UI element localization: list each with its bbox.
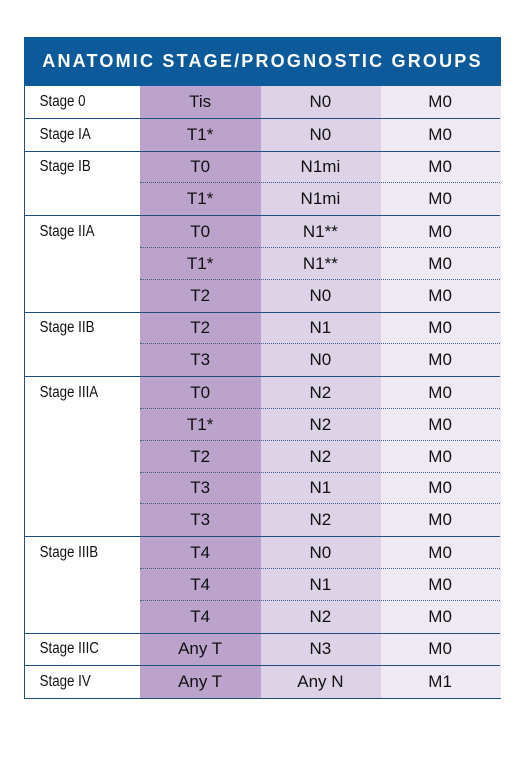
- n-value: N1**: [302, 222, 338, 242]
- n-value: Any N: [297, 672, 344, 692]
- table-row: [25, 280, 500, 312]
- m-value: M0: [428, 414, 452, 434]
- table-row: [25, 151, 500, 184]
- n-value: N1: [309, 478, 332, 498]
- m-value: M0: [428, 253, 452, 273]
- m-value: M0: [428, 383, 452, 403]
- m-value: M0: [428, 510, 452, 530]
- m-value: M0: [428, 318, 452, 338]
- table-row: [25, 215, 500, 248]
- t-value: T4: [190, 606, 211, 626]
- n-value: N2: [309, 383, 332, 403]
- stage-label: [25, 344, 124, 376]
- n-value: N1: [309, 318, 332, 338]
- table-row: [25, 601, 500, 633]
- t-value: T1*: [186, 253, 214, 273]
- stage-label: [25, 504, 124, 536]
- t-value: T4: [190, 574, 211, 594]
- m-value: M0: [428, 639, 452, 659]
- m-value: M0: [428, 124, 452, 144]
- t-value: T2: [190, 446, 211, 466]
- t-value: T0: [190, 222, 211, 242]
- m-value: M0: [428, 285, 452, 305]
- t-value: T1*: [186, 414, 214, 434]
- t-value: Tis: [189, 91, 212, 111]
- stage-label: [25, 473, 124, 505]
- t-value: Any T: [178, 639, 223, 659]
- m-value: M0: [428, 189, 452, 209]
- stage-label: Stage IA: [39, 125, 91, 143]
- m-value: M0: [428, 91, 452, 111]
- stage-label: Stage IV: [39, 673, 91, 691]
- t-value: T0: [190, 383, 211, 403]
- m-value: M0: [428, 543, 452, 563]
- stage-label: [25, 569, 124, 601]
- table-row: [25, 248, 500, 280]
- m-value: M0: [428, 606, 452, 626]
- stage-label: [25, 601, 124, 633]
- t-value: T2: [190, 318, 211, 338]
- m-value: M0: [428, 446, 452, 466]
- n-value: N1: [309, 574, 332, 594]
- n-value: N0: [309, 91, 332, 111]
- t-value: T2: [190, 285, 211, 305]
- table-row: [25, 376, 500, 409]
- n-value: N0: [309, 124, 332, 144]
- n-value: N0: [309, 543, 332, 563]
- t-value: T3: [190, 350, 211, 370]
- m-value: M1: [428, 672, 452, 692]
- m-value: M0: [428, 157, 452, 177]
- n-value: N0: [309, 285, 332, 305]
- stage-label: [25, 441, 124, 473]
- table-row: [25, 118, 500, 151]
- stage-label: Stage IIIA: [39, 384, 99, 402]
- n-value: N3: [309, 639, 332, 659]
- stage-label: Stage IIB: [39, 319, 95, 337]
- stage-label: Stage IIA: [39, 223, 95, 241]
- stage-label: [25, 280, 124, 312]
- m-value: M0: [428, 478, 452, 498]
- t-value: T0: [190, 157, 211, 177]
- stage-label: [25, 409, 124, 441]
- table-row: [25, 633, 500, 666]
- table-title: ANATOMIC STAGE/PROGNOSTIC GROUPS: [24, 37, 501, 86]
- table-row: [25, 344, 500, 376]
- n-value: N2: [309, 510, 332, 530]
- t-value: T1*: [186, 124, 214, 144]
- stage-table: [24, 37, 501, 699]
- table-row: [25, 86, 500, 118]
- n-value: N2: [309, 606, 332, 626]
- stage-label: Stage IIIB: [39, 544, 99, 562]
- table-row: [25, 473, 500, 505]
- t-value: Any T: [178, 672, 223, 692]
- n-value: N1mi: [300, 189, 341, 209]
- table-row: [25, 665, 500, 698]
- t-value: T1*: [186, 189, 214, 209]
- table-row: [25, 536, 500, 569]
- m-value: M0: [428, 350, 452, 370]
- n-value: N0: [309, 350, 332, 370]
- table-row: [25, 183, 500, 215]
- n-value: N1**: [302, 253, 338, 273]
- table-body: [24, 86, 501, 699]
- n-value: N2: [309, 446, 332, 466]
- stage-label: Stage IIIC: [39, 640, 99, 658]
- table-row: [25, 569, 500, 601]
- table-row: [25, 409, 500, 441]
- stage-label: Stage 0: [39, 92, 86, 110]
- t-value: T3: [190, 478, 211, 498]
- n-value: N1mi: [300, 157, 341, 177]
- t-value: T3: [190, 510, 211, 530]
- stage-label: [25, 248, 124, 280]
- table-row: [25, 312, 500, 345]
- stage-label: Stage IB: [39, 158, 91, 176]
- n-value: N2: [309, 414, 332, 434]
- m-value: M0: [428, 222, 452, 242]
- table-row: [25, 441, 500, 473]
- stage-label: [25, 183, 124, 215]
- t-value: T4: [190, 543, 211, 563]
- table-row: [25, 504, 500, 536]
- m-value: M0: [428, 574, 452, 594]
